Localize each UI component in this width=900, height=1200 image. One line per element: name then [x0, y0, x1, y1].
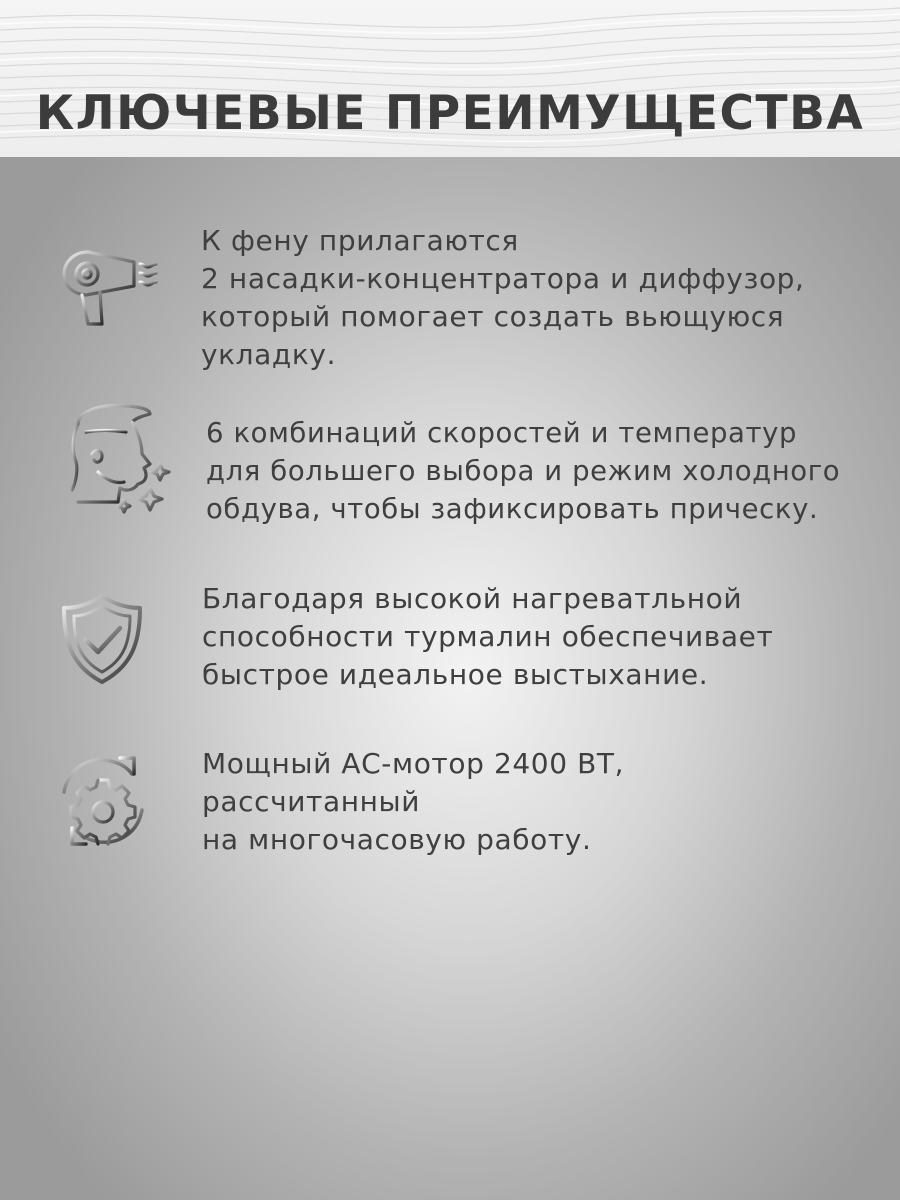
page-title: КЛЮЧЕВЫЕ ПРЕИМУЩЕСТВА	[35, 86, 865, 141]
gear-refresh-icon	[50, 748, 155, 858]
header-banner	[0, 0, 900, 157]
hair-dryer-icon	[58, 240, 158, 330]
feature-description: К фену прилагаются 2 насадки-концентратора и диффузор, который помогает создать вьющуюся укладку.	[201, 224, 805, 371]
feature-description: Благодаря высокой нагреватльной способности турмалин обеспечивает быстрое идеальное выстыхание.	[202, 582, 774, 691]
feature-description: Мощный АС-мотор 2400 ВТ, рассчитанный на многочасовую работу.	[202, 747, 625, 856]
feature-description: 6 комбинаций скоростей и температур для большего выбора и режим холодного обдува, чтобы зафиксировать прическу.	[206, 417, 841, 525]
shield-check-icon	[60, 592, 145, 687]
hairstyle-head-sparkle-icon	[62, 402, 177, 522]
